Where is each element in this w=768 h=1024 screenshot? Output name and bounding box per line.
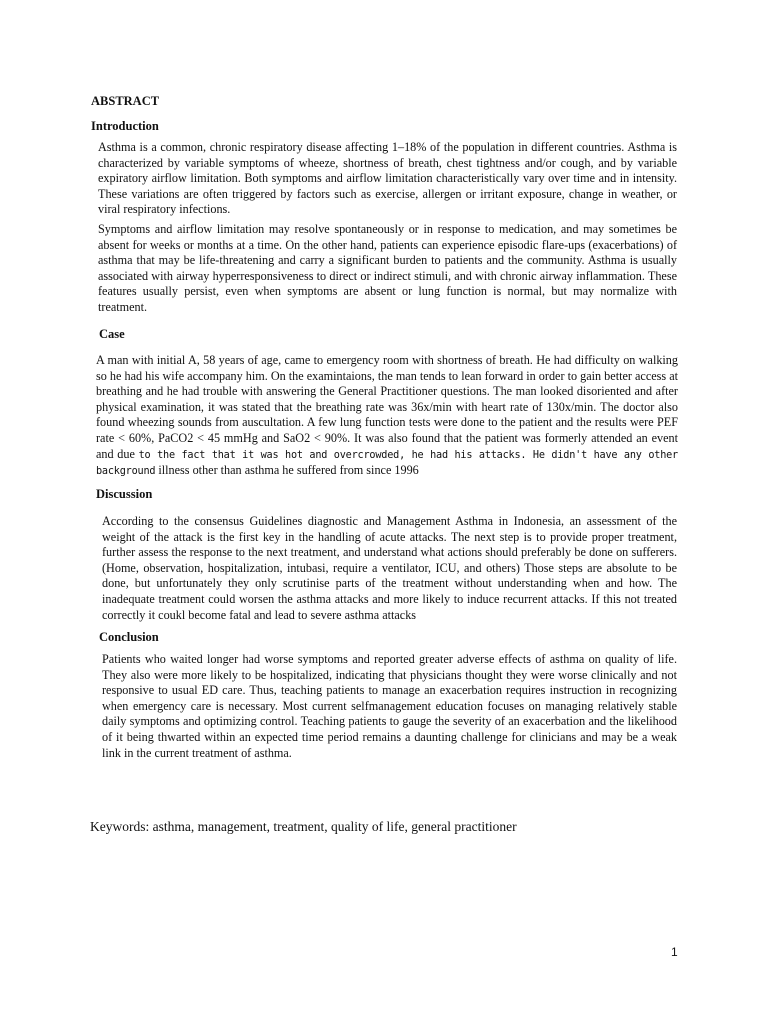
case-text-main: A man with initial A, 58 years of age, came to emergency room with shortness of breath. He had difficulty on walking so he had his wife accompany him. On the examintaions, the man tends to lean forward in order to gain better access at breathing and he had trouble with answering the General Practitioner questions. The man looked disoriented and after physical examination, it was stated that the breathing rate was 36x/min with heart rate of 130x/min. The doctor also found wheezing sounds from auscultation. A few lung function tests were done to the patient and the results were PEF rate < 60%, PaCO2 < 45 mmHg and SaO2 < 90%. It was also found that the patient was formerly attended an event and due	[96, 353, 678, 461]
discussion-paragraph: According to the consensus Guidelines diagnostic and Management Asthma in Indonesia, an assessment of the weight of the attack is the first key in the handling of acute attacks. The next step is to provide proper treatment, further assess the response to the next treatment, and understand what actions should preferably be done on sufferers. (Home, observation, hospitalization, intubasi, require a ventilator, ICU, and others) Those steps are absolute to be done, but unfortunately they only scrutinise parts of the treatment without understanding when and how. The inadequate treatment could worsen the asthma attacks and more likely to induce recurrent attacks. If this not treated correctly it coukl become fatal and lead to severe asthma attacks	[102, 514, 677, 622]
introduction-paragraph-2: Symptoms and airflow limitation may resolve spontaneously or in response to medication, and may sometimes be absent for weeks or months at a time. On the other hand, patients can experience episodic flare-ups (exacerbations) of asthma that may be life-threatening and carry a significant burden to patients and the community. Asthma is usually associated with airway hyperresponsiveness to direct or indirect stimuli, and with chronic airway inflammation. These features usually persist, even when symptoms are absent or lung function is normal, but may normalize with treatment.	[98, 222, 677, 314]
case-text-end: illness other than asthma he suffered from since 1996	[155, 463, 419, 478]
discussion-heading: Discussion	[96, 487, 153, 501]
page-number: 1	[671, 945, 678, 959]
keywords-line: Keywords: asthma, management, treatment, quality of life, general practitioner	[90, 819, 517, 834]
abstract-title: ABSTRACT	[91, 94, 160, 108]
case-text-typewriter: to the fact that it was hot and overcrowded, he had his attacks. He didn't have any other background	[96, 449, 678, 478]
case-paragraph	[96, 353, 678, 480]
introduction-heading: Introduction	[91, 119, 159, 133]
conclusion-paragraph: Patients who waited longer had worse symptoms and reported greater adverse effects of asthma on quality of life. They also were more likely to be hospitalized, indicating that physicians thought they were worse clinically and not responsive to usual ED care. Thus, teaching patients to manage an exacerbation requires instruction in recognizing when emergency care is necessary. Most current selfmanagement education focuses on managing relatively stable daily symptoms and optimizing control. Teaching patients to gauge the severity of an exacerbation and the likelihood of it being thwarted within an expected time period remains a daunting challenge for clinicians and may be a weak link in the current treatment of asthma.	[102, 652, 677, 760]
conclusion-heading: Conclusion	[99, 630, 159, 644]
introduction-paragraph-1: Asthma is a common, chronic respiratory disease affecting 1–18% of the population in different countries. Asthma is characterized by variable symptoms of wheeze, shortness of breath, chest tightness and/or cough, and by variable expiratory airflow limitation. Both symptoms and airflow limitation characteristically vary over time and in intensity. These variations are often triggered by factors such as exercise, allergen or irritant exposure, change in weather, or viral respiratory infections.	[98, 140, 677, 217]
case-heading: Case	[99, 327, 125, 341]
